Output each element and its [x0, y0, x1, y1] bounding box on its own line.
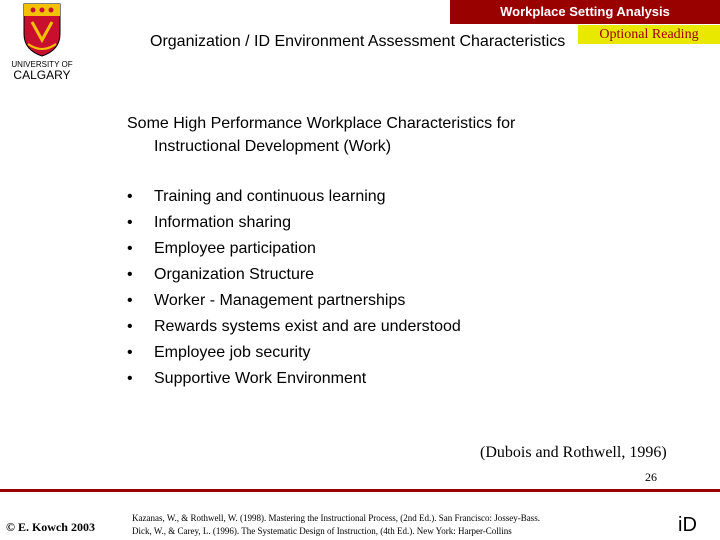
list-item-text: Information sharing — [154, 214, 291, 231]
list-item — [127, 263, 461, 289]
svg-text:CALGARY: CALGARY — [13, 68, 71, 82]
university-logo — [0, 0, 84, 84]
list-item-text: Employee job security — [154, 344, 311, 361]
bullet-icon: • — [127, 214, 133, 231]
references — [132, 512, 540, 538]
list-item — [127, 211, 461, 237]
bullet-icon: • — [127, 344, 133, 361]
heading-line-2: Instructional Development (Work) — [154, 138, 392, 155]
footer-divider — [0, 489, 720, 492]
list-item — [127, 341, 461, 367]
brand-mark: iD — [678, 514, 697, 536]
list-item — [127, 185, 461, 211]
bullet-icon: • — [127, 370, 133, 387]
section-heading — [127, 112, 647, 158]
list-item-text: Training and continuous learning — [154, 188, 386, 205]
list-item — [127, 315, 461, 341]
list-item-text: Employee participation — [154, 240, 316, 257]
list-item — [127, 367, 461, 393]
heading-line-1: Some High Performance Workplace Characteristics for — [127, 115, 516, 132]
bullet-icon: • — [127, 266, 133, 283]
reference-2: Dick, W., & Carey, L. (1996). The Systematic Design of Instruction, (4th Ed.). New York: Harper-Collins — [132, 526, 512, 536]
characteristics-list — [127, 185, 461, 393]
bullet-icon: • — [127, 188, 133, 205]
page-number: 26 — [645, 470, 657, 484]
bullet-icon: • — [127, 240, 133, 257]
list-item-text: Organization Structure — [154, 266, 315, 283]
list-item-text: Rewards systems exist and are understood — [154, 318, 461, 335]
svg-text:UNIVERSITY OF: UNIVERSITY OF — [11, 60, 73, 69]
citation: (Dubois and Rothwell, 1996) — [480, 444, 667, 461]
list-item-text: Worker - Management partnerships — [154, 292, 406, 309]
copyright: © E. Kowch 2003 — [6, 520, 95, 534]
reference-1: Kazanas, W., & Rothwell, W. (1998). Mastering the Instructional Process, (2nd Ed.). San Francisco: Jossey-Bass. — [132, 513, 540, 523]
list-item — [127, 237, 461, 263]
optional-reading-tag: Optional Reading — [578, 25, 720, 44]
section-banner: Workplace Setting Analysis — [450, 0, 720, 24]
list-item — [127, 289, 461, 315]
bullet-icon: • — [127, 318, 133, 335]
page-title: Organization / ID Environment Assessment Characteristics — [150, 33, 566, 50]
bullet-icon: • — [127, 292, 133, 309]
list-item-text: Supportive Work Environment — [154, 370, 367, 387]
